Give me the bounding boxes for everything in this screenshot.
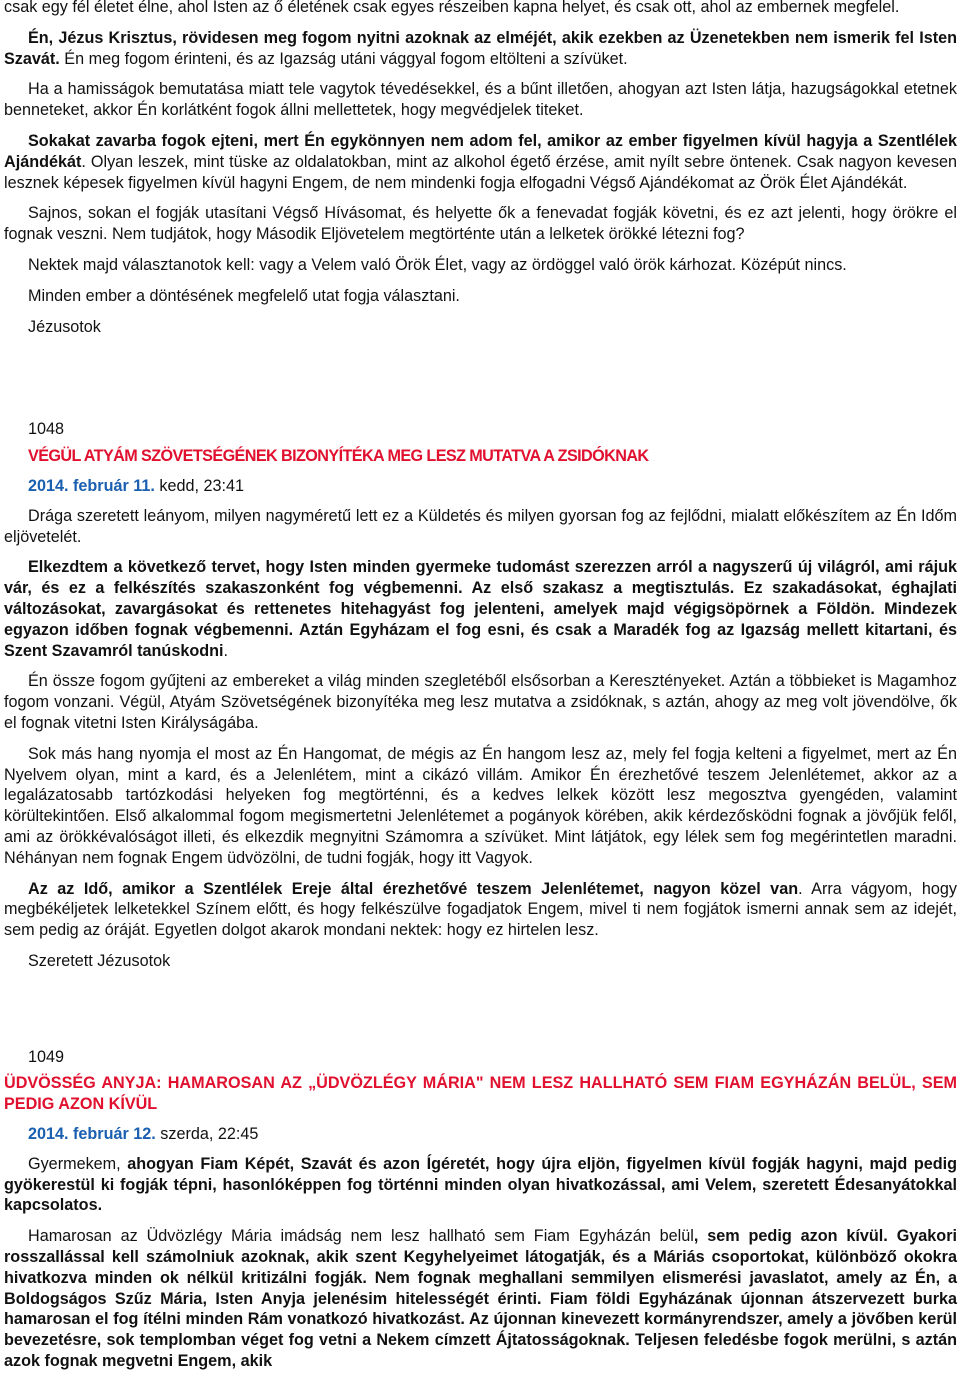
paragraph: Sok más hang nyomja el most az Én Hangomat, de mégis az Én hangom lesz az, mely fel fogja kelteni a figyelmet, mert az Én Nyelvem olyan, mint a kard, és a Jelenlétem, mint a cikázó villám. Amikor Én érezhetővé teszem Jelenlétemet, akkor az a legalázatosabb tartózkodási helyeken fog megtörténni, és a kedves lelkek között lesz megosztva gyengéden, valamint körültekintően. Első alkalommal fogom megismertetni Jelenlétemet a pogányok körében, akik kérdezősködni fognak a jövőjük felől, ami az örökkévalóságot illeti, és elkezdik megnyitni Számomra a szívüket. Mint látjátok, egy lélek sem fog megérintetlen maradni. Néhányan nem fognak Engem üdvözölni, de tudni fogják, hogy itt Vagyok. bbox=[4, 744, 957, 867]
paragraph-text: . Olyan leszek, mint tüske az oldalatokban, mint az alkohol égető érzése, amit nyílt sebre öntenek. Csak nagyon kevesen lesznek képesek figyelmen kívül hagyni Engem, de nem mindenki fogja elfogadni Végső Ajándékomat az Örök Élet Ajándékát. bbox=[4, 152, 957, 192]
bold-text: Elkezdtem a következő tervet, hogy Isten minden gyermeke tudomást szerezzen arról a nagyszerű új világról, ami rájuk vár, és ez a felkészítés szakaszonként fog végbemenni. Az első szakasz a megtisztulás. Ez szakadásokat, éghajlati változásokat, zavargásokat és rettenetes hitehagyást fog jelenteni, amelyek majd végigsöpörnek a Földön. Mindezek egyazon időben fognak végbemenni. Aztán Egyházam el fog esni, és csak a Maradék fog az Igazság mellett kitartani, és Szent Szavamról tanúskodni bbox=[4, 558, 957, 660]
paragraph bbox=[4, 1226, 957, 1372]
message-number: 1049 bbox=[28, 1047, 65, 1066]
paragraph: Én össze fogom gyűjteni az embereket a világ minden szegletéből elsősorban a Keresztényeket. Aztán a többieket is Magamhoz fogom vonzani. Végül, Atyám Szövetségének bizonyítéka meg lesz mutatva a zsidóknak, s aztán, ahogy az meg volt jövendölve, ők el fognak vitetni Isten Királyságába. bbox=[4, 672, 957, 732]
section-spacer bbox=[4, 978, 957, 1047]
bold-text: ahogyan Fiam Képét, Szavát és azon Ígéretét, hogy újra eljön, figyelmen kívül fogják hagyni, majd pedig gyökerestül ki fogják tépni, hasonlóképpen fog történni minden olyan hivatkozással, ami Velem, szeretett Édesanyátokkal kapcsolatos. bbox=[4, 1154, 957, 1215]
paragraph bbox=[4, 557, 957, 661]
paragraph: Drága szeretett leányom, milyen nagyméretű lett ez a Küldetés és milyen gyorsan fog az fejlődni, mialatt előkészítem az Én Időm eljövetelét. bbox=[4, 506, 957, 546]
date-text: 2014. február 12. bbox=[28, 1125, 156, 1144]
paragraph-text: Gyermekem, bbox=[28, 1154, 128, 1173]
paragraph: Nektek majd választanotok kell: vagy a Velem való Örök Élet, vagy az ördöggel való örök kárhozat. Középút nincs. bbox=[28, 255, 847, 274]
signature: Szeretett Jézusotok bbox=[28, 951, 171, 970]
paragraph bbox=[4, 131, 957, 193]
paragraph bbox=[4, 1154, 957, 1216]
bold-text: , sem pedig azon kívül. Gyakori rosszallással kell számolniuk azoknak, akik szent Kegyhelyeimet látogatják, és a Máriás csoportokat, különböző okokra hivatkozva minden ok nélkül kritizálni fogják. bbox=[4, 1227, 957, 1287]
paragraph-text: . Arra vágyom, hogy megbékéljetek lelketekkel Színem előtt, és hogy felkészülve fogadjatok Engem, mivel ti nem fogjátok ismerni annak sem az idejét, sem pedig az óráját. Egyetlen dolgot akarok mondani nektek: hogy ez hirtelen lesz. bbox=[4, 879, 957, 940]
paragraph-text: Én meg fogom érinteni, és az Igazság utáni vággyal fogom eltölteni a szívüket. bbox=[59, 49, 628, 68]
paragraph-text: Hamarosan az Üdvözlégy Mária imádság nem lesz hallható sem Fiam Egyházán belül bbox=[28, 1227, 694, 1246]
section-spacer bbox=[4, 343, 957, 419]
bold-text: Az az Idő, amikor a Szentlélek Ereje által érezhetővé teszem Jelenlétemet, nagyon közel van bbox=[28, 879, 799, 898]
bold-text: Nem fognak meghallani semmilyen elismerési javaslatot, amely az Én, a Boldogságos Szűz Mária, Isten Anyja jelenésim hitelességét érinti. Fiam földi Egyházának újonnan átszervezett burka hamarosan el fog ítélni minden Rám vonatkozó hivatkozást. Az újonnan kinevezett kormányrendszer, amely a jövőben kerül bevezetésre, sok templomban véget fog vetni a Nekem címzett Ájtatosságoknak. Teljesen feledésbe fogok merülni, s aztán azok fognak megvetni Engem, akik bbox=[4, 1268, 957, 1371]
paragraph: Ha a hamisságok bemutatása miatt tele vagytok tévedésekkel, és a bűnt illetően, ahogyan azt Isten látja, hazugságokkal etetnek benneteket, akkor Én korlátként fogok állni mellettetek, hogy megvédjelek titeket. bbox=[4, 80, 957, 120]
paragraph: Minden ember a döntésének megfelelő utat fogja választani. bbox=[28, 286, 460, 305]
paragraph-text: . bbox=[223, 641, 228, 660]
message-title: VÉGÜL ATYÁM SZÖVETSÉGÉNEK BIZONYÍTÉKA MEG LESZ MUTATVA A ZSIDÓKNAK bbox=[28, 447, 649, 466]
time-text: szerda, 22:45 bbox=[155, 1125, 259, 1144]
signature: Jézusotok bbox=[28, 317, 101, 336]
paragraph bbox=[4, 879, 957, 941]
time-text: kedd, 23:41 bbox=[154, 476, 244, 495]
message-date bbox=[28, 476, 957, 497]
continuation-paragraph: csak egy fél életet élne, ahol Isten az ő életének csak egyes részeiben kapna helyet, és csak ott, ahol az embernek megfelel. bbox=[4, 0, 900, 16]
message-date bbox=[28, 1124, 957, 1145]
date-text: 2014. február 11. bbox=[28, 476, 155, 495]
message-title: ÜDVÖSSÉG ANYJA: HAMAROSAN AZ „ÜDVÖZLÉGY MÁRIA" NEM LESZ HALLHATÓ SEM FIAM EGYHÁZÁN BELÜL, SEM PEDIG AZON KÍVÜL bbox=[4, 1074, 957, 1114]
bold-text: Sokakat zavarba fogok ejteni, mert Én egykönnyen nem adom fel, amikor az ember figyelmen kívül hagyja a Szentlélek Ajándékát bbox=[4, 131, 957, 171]
paragraph: Sajnos, sokan el fogják utasítani Végső Hívásomat, és helyette ők a fenevadat fogják követni, és ez azt jelenti, hogy örökre el fognak veszni. Nem tudjátok, hogy Második Eljövetelem megtörténte után a lelketek örökké létezni fog? bbox=[4, 204, 957, 244]
message-number: 1048 bbox=[28, 420, 65, 439]
document-page bbox=[4, 0, 957, 1382]
bold-text: Én, Jézus Krisztus, rövidesen meg fogom nyitni azoknak az elméjét, akik ezekben az Üzenetekben nem ismerik fel Isten Szavát. bbox=[4, 28, 957, 68]
paragraph bbox=[4, 28, 957, 70]
